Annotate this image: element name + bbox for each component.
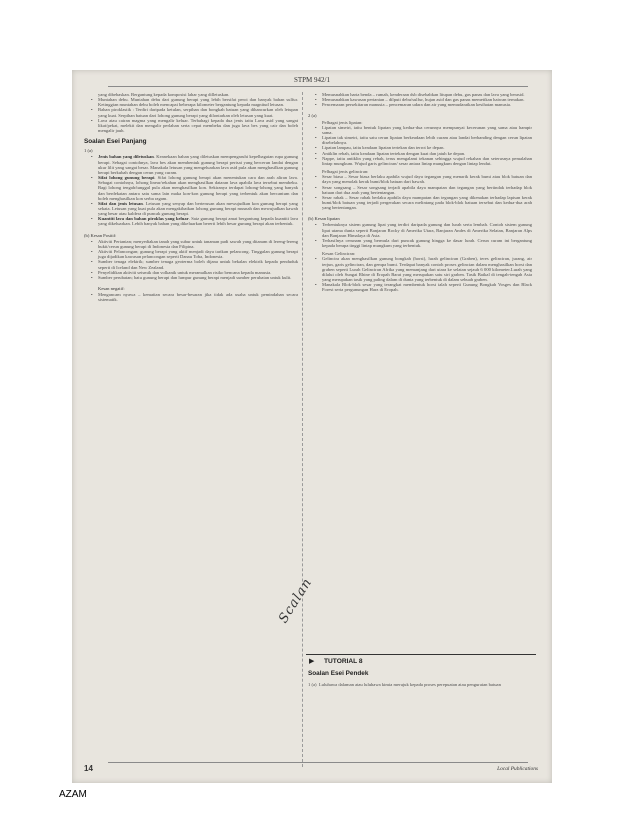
- q1a-item-body: . Keanekaan bahan yang diletuskan mempengaruhi kepelbagaian rupa gunung berapi. Sebagai contohnya, lava bes akan membentuk gunung berapi perisai yang bercerun landai dengan ukur lilit yang sangat besar. Manakala letusan yang mengeluarkan lava asid pula akan menghasilkan gunung berapi berkubah dengan cerun yang curam.: [98, 154, 299, 175]
- intro-line: yang dibebaskan. Bergantung kepada komposisi lahar yang dilletuskan.: [98, 92, 230, 97]
- q1a-item-title: Kuantiti lava dan bahan piroklas yang keluar: [98, 216, 189, 222]
- fault-item: • Sesar rabak – Sesar rabak berlaku apabila daya mampatan dan tegangan yang dikenakan terhadap lapisan kerak bumi/blok batuan yang terjadi pergerakan secara melintang pada blok-blok batuan tersebut dan kedua-dua arah yang bertentangan.: [308, 195, 532, 210]
- page-header-code: STPM 942/1: [294, 76, 330, 84]
- intro-bullet: • Lava atau cairan magma yang mengalir keluar. Terbahagi kepada dua jenis iaitu Lava asid yang sangat likat/pekat, melekit dan mengalir perlahan serta cepat membeku dan juga lava bes yang cair dan boleh mengalir jauh.: [84, 118, 298, 133]
- q1b-item: • Sumber tenaga elektrik; sumber tenaga geoterma boleh dijana untuk bekalan elektrik kepada penduduk seperti di Iceland dan New Zealand.: [84, 259, 298, 269]
- q1a-item-body: . Letusan yang senyap dan berterusan akan mewujudkan kon gunung berapi yang sekata. Letusan yang kuat pula akan mengakibatkan lohong gunung berapi musnah dan mewujudkan kawah yang besar atau kaldera di puncak gunung berapi.: [98, 200, 298, 217]
- fold-effect-item: • Terbentuknya sistem gunung lipat yang terdiri daripada gunung dan lurah serta lembah. Contoh sistem gunung lipat utama dunia seperti Banjaran Rocky di Amerika Utara, Banjaran Andes di Amerika Selatan, Banjaran Alps dan Banjaran Himalaya di Asia.: [308, 222, 532, 237]
- short-essay-title: Soalan Esei Pendek: [308, 670, 369, 677]
- fault-effect-item: • Manakala Blok-blok sesar yang terangkat membentuk horst ialah seperti Gunung Bongkah Vosges dan Black Forest serta pergunungan Harz di Eropah.: [308, 282, 532, 292]
- q1a-item: [84, 201, 298, 216]
- q1a-list: [84, 154, 298, 226]
- arrow-icon: ▶: [309, 658, 315, 665]
- q1b-item: • Aktiviti Pertanian; menyediakan tanah yang subur untuk tanaman padi sawah yang ditanam di lereng-lereng bukit/cerun gunung berapi di Indonesia dan Filipina.: [84, 239, 298, 249]
- scanned-page: [72, 70, 552, 783]
- top-item: • Memusnahkan harta benda – rumah, kenderaan dsb disebabkan litupan debu, gas panas dan lava yang berasid.: [308, 92, 532, 97]
- negative-list: [84, 292, 298, 302]
- q2b-list: [308, 222, 532, 248]
- fold-item: • Lipatan simetri, iaitu bentuk lipatan yang kedua-dua cerunnya mempunyai kecerunan yang sama atau hampir sama.: [308, 125, 532, 135]
- q1b-item: • Aktiviti Pelancongan; gunung berapi yang aktif menjadi daya tarikan pelancong. Tinggalan gunung berapi juga dijadikan kawasan pelancongan seperti Danau Toba, Indonesia.: [84, 249, 298, 259]
- q1a-item: [84, 154, 298, 175]
- top-list: [308, 92, 532, 107]
- q1a-item-body: . Sifat lohong gunung berapi akan menentukan cara dan arah aliran lava. Sebagai contohnya, lohong linear/rekahan akan menghasilkan dataran lava apabila lava tersebut membeku. Bagi lohong tengah/tunggal pula akan menghasilkan kon. Sekiranya terdapat lohong-lohong yang banyak dan berdekatan antara satu sama lain maka kon-kon gunung berapi yang terbentuk akan bercantum dan boleh menghasilkan kon serba ragam.: [98, 175, 298, 201]
- fold-item: • Antiklin rebah, iaitu keadaan lipatan tertekan dengan kuat dan jatuh ke depan.: [308, 151, 532, 156]
- top-item: • Memusnahkan kawasan pertanian – dilputi debu/sulfur, hujan asid dan gas panas memetikan haiwan ternakan.: [308, 97, 532, 102]
- fold-item: • Lipatan tak simetri, iaitu satu cerun lipatan berkeadaan lebih curam atau landai berbanding dengan cerun lipatan disebelahnya.: [308, 135, 532, 145]
- footer-rule: [108, 762, 528, 763]
- q1b-item: • Sumber perubatan; batu gunung berapi dan lumpur gunung berapi menjadi sumber perubatan untuk kulit.: [84, 275, 298, 280]
- question-label: (b) Kesan Positif:: [84, 232, 117, 238]
- handwritten-note: Scalan: [276, 575, 316, 626]
- fold-item: • Nappe, iaitu antiklin yang rebah, terus mengalami tekanan sehingga wujud rekahan dan seterusnya pemalahan lintap mungkum. Wujud garis gelinciran/ sesar antara lintap mungkum dengan lintap lendut.: [308, 156, 532, 166]
- question-label: 2 (a): [308, 113, 317, 119]
- q1a-item: [84, 216, 298, 226]
- q1a-item: [84, 175, 298, 201]
- section-title: Soalan Esei Panjang: [84, 138, 147, 146]
- negative-item: • Mengancam nyawa – kematian secara besar-besaran jika tidak ada usaha untuk pemindahan secara sistematik.: [84, 292, 298, 302]
- top-item: • Pencemaran persekitaran manusia – pencemaran udara dan air yang memudaratkan kesihatan manusia.: [308, 102, 532, 107]
- intro-bullet: • Bahan piroklastik : Terdiri daripada ketulan, serpihan dan bongkah batuan yang dihancurkan oleh letupan yang kuat. Serpihan batuan dari lohong gunung berapi yang dilontarkan oleh letusan yang kuat.: [84, 107, 298, 117]
- fault-item: • Sesar biasa – Sesar biasa berlaku apabila wujud daya tegangan yang menarik kerak bumi atau blok batuan dan daya yang menolak kerak bumi/blok batuan dari bawah.: [308, 174, 532, 184]
- question-label: (b) Kesan lipatan: [308, 216, 340, 222]
- short-question-label: 1 (a): [308, 682, 317, 687]
- q1a-item-title: Jenis bahan yang diletuskan: [98, 154, 154, 160]
- fold-effect-item: • Terhasilnya cerunam yang bermula dari puncak gunung hingga ke dasar lurah. Cerun curam ini bergantung kepada berapa tinggi lintap mungkum yang terbentuk.: [308, 238, 532, 248]
- caption: AZAM: [59, 789, 87, 800]
- left-column: [84, 92, 298, 302]
- q2a-list: [308, 125, 532, 166]
- q1b-item: • Penyelidikan aktiviti seismik dan volkanik untuk meramalkan risiko bencana kepada manusia.: [84, 270, 298, 275]
- question-label: 1 (a): [84, 148, 93, 154]
- short-essay-body: [308, 682, 532, 687]
- tutorial-heading: TUTORIAL 8: [324, 658, 363, 665]
- intro-bullet: • Muntahan debu. Muntahan debu dari gunung berapi yang lebih bersifat peroi dan banyak bahan sulfur. Ketinggian muntahan debu boleh mencapai beberapa kilometer bergantung kepada magnitud letusan.: [84, 97, 298, 107]
- page-number: 14: [84, 764, 93, 773]
- q1b-list: [84, 239, 298, 280]
- tutorial-rule: [306, 654, 536, 655]
- gelinciran-label: Kesan Gelinciran:: [322, 251, 356, 257]
- q1a-item-title: Sifat lohong gunung berapi: [98, 175, 155, 181]
- fold-item: • Lipatan lampau, iaitu keadaan lipatan tertekan dan terrot ke depan.: [308, 145, 532, 150]
- sesar-intro: Pelbagai jenis gelinciran:: [322, 169, 369, 175]
- right-column: [308, 92, 532, 292]
- q2a-intro: Pelbagai jenis lipatan:: [322, 119, 363, 125]
- publisher-name: Local Publications: [497, 766, 538, 772]
- column-separator: [302, 92, 303, 767]
- header-rule: [108, 86, 528, 87]
- negative-label: Kesan negatif:: [98, 286, 125, 291]
- short-question-text: Luluhawa dalaman atau luluhawa kimia merujuk kepada proses perepuatan atau penguraian batuan: [318, 682, 501, 687]
- sesar-list: [308, 174, 532, 210]
- q1a-item-title: Sifat dan jenis letusan: [98, 200, 143, 206]
- fault-effect-item: • Gelincira akan menghasilkan gunung bongkah (horst), lurah gelinciran (Graben), teres gelinciran, jurang, air terjun, garis gelinciran, dan gempa bumi. Terdapat banyak contoh proses gelincian dalam menghasilkan horst dan graben seperti Lurah Gelinciran Afrika yang memanjang dari utara ke selatan sejauh 6 000 kilometer.Lurah yang dilalui oleh Sungai Rhine di Eropah Barat yang merupakan satu siri graben. Tasik Baikal di tengah-tengah Asia yang merupakan tasik yang paling dalam di dunia yang terbentuk di dalam sebuah graben.: [308, 256, 532, 282]
- gelinciran-list: [308, 256, 532, 292]
- fault-item: • Sesar songsang – Sesar songsang terjadi apabila daya mampatan dan tegangan yang bertindak terhadap blok batuan dari dua arah yang bertentangan.: [308, 185, 532, 195]
- q1a-item-body: . Saiz gunung berapi amat bergantung kepada kuantiti lava yang dikeluarkan. Lebih banyak bahan yang dikeluarkan bererti lebih besar gunung berapi akan terbentuk.: [98, 216, 298, 227]
